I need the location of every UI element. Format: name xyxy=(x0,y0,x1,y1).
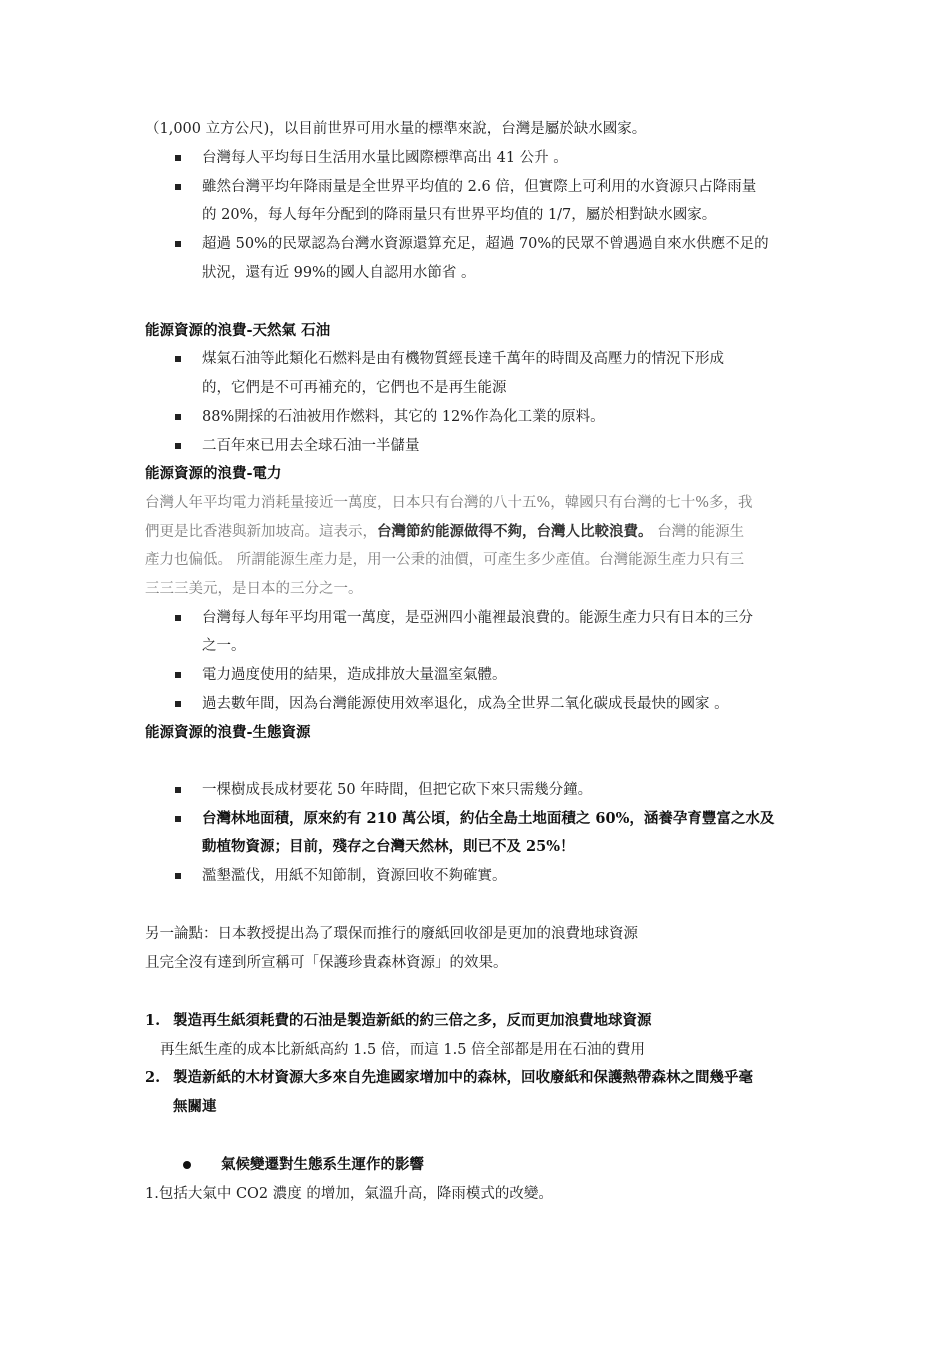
bullet-item-continuation: 之一。 xyxy=(202,638,246,654)
paragraph-line: 且完全沒有達到所宣稱可「保護珍貴森林資源」的效果。 xyxy=(145,955,508,971)
bullet-item: 88%開採的石油被用作燃料，其它的 12%作為化工業的原料。 xyxy=(202,409,605,425)
bullet-item: 二百年來已用去全球石油一半儲量 xyxy=(202,438,420,454)
bullet-item: 台灣每人平均每日生活用水量比國際標準高出 41 公升 。 xyxy=(202,150,568,166)
numbered-item: 製造新紙的木材資源大多來自先進國家增加中的森林，回收廢紙和保護熱帶森林之間幾乎毫 xyxy=(173,1069,753,1086)
dot-heading: 氣候變遷對生態系生運作的影響 xyxy=(221,1156,424,1173)
bullet-item-continuation: 動植物資源；目前，殘存之台灣天然林，則已不及 25%！ xyxy=(202,838,575,855)
numbered-item-continuation: 無關連 xyxy=(173,1098,217,1115)
paragraph-line: 1.包括大氣中 CO2 濃度 的增加，氣溫升高，降雨模式的改變。 xyxy=(145,1186,553,1202)
bullet-item: 電力過度使用的結果，造成排放大量溫室氣體。 xyxy=(202,667,507,683)
bullet-item: 濫墾濫伐，用紙不知節制，資源回收不夠確實。 xyxy=(202,868,507,884)
paragraph-line: 產力也偏低。 所謂能源生產力是，用一公秉的油價，可產生多少產值。台灣能源生產力只有三 xyxy=(145,552,745,568)
paragraph-text: 台灣的能源生 xyxy=(652,524,745,540)
emphasis-text: 台灣節約能源做得不夠，台灣人比較浪費。 xyxy=(377,523,653,540)
bullet-item-continuation: 狀況，還有近 99%的國人自認用水節省 。 xyxy=(202,265,476,281)
bullet-item-continuation: 的 20%，每人每年分配到的降雨量只有世界平均值的 1/7，屬於相對缺水國家。 xyxy=(202,207,717,223)
bullet-item: 煤氣石油等此類化石燃料是由有機物質經長達千萬年的時間及高壓力的情況下形成 xyxy=(202,351,724,367)
paragraph-line: （1,000 立方公尺)，以目前世界可用水量的標準來說，台灣是屬於缺水國家。 xyxy=(145,121,647,137)
bullet-item-continuation: 的，它們是不可再補充的，它們也不是再生能源 xyxy=(202,380,507,396)
bullet-item: 過去數年間，因為台灣能源使用效率退化，成為全世界二氧化碳成長最快的國家 。 xyxy=(202,696,729,712)
numbered-item: 製造再生紙須耗費的石油是製造新紙的約三倍之多，反而更加浪費地球資源 xyxy=(173,1012,652,1029)
bullet-item: 一棵樹成長成材要花 50 年時間，但把它砍下來只需幾分鐘。 xyxy=(202,782,593,798)
paragraph-line: 三三三美元，是日本的三分之一。 xyxy=(145,581,363,597)
paragraph-line xyxy=(145,522,744,542)
list-number: 1. xyxy=(145,1012,161,1029)
bullet-item: 台灣每人每年平均用電一萬度，是亞洲四小龍裡最浪費的。能源生產力只有日本的三分 xyxy=(202,610,753,626)
paragraph-line: 另一論點：日本教授提出為了環保而推行的廢紙回收卻是更加的浪費地球資源 xyxy=(145,926,638,942)
section-heading: 能源資源的浪費-天然氣 石油 xyxy=(145,322,331,339)
paragraph-line: 台灣人年平均電力消耗量接近一萬度，日本只有台灣的八十五%，韓國只有台灣的七十%多，我 xyxy=(145,495,753,511)
section-heading: 能源資源的浪費-電力 xyxy=(145,465,282,482)
bullet-item: 雖然台灣平均年降雨量是全世界平均值的 2.6 倍，但實際上可利用的水資源只占降雨量 xyxy=(202,179,757,195)
bullet-item: 台灣林地面積，原來約有 210 萬公頃，約佔全島土地面積之 60%，涵養孕育豐富之水及 xyxy=(202,810,775,827)
bullet-item: 超過 50%的民眾認為台灣水資源還算充足，超過 70%的民眾不曾遇過自來水供應不足的 xyxy=(202,236,769,252)
section-heading: 能源資源的浪費-生態資源 xyxy=(145,724,311,741)
numbered-item-subline: 再生紙生產的成本比新紙高約 1.5 倍，而這 1.5 倍全部都是用在石油的費用 xyxy=(160,1042,646,1058)
paragraph-text: 們更是比香港與新加坡高。這表示， xyxy=(145,524,377,540)
list-number: 2. xyxy=(145,1069,161,1086)
